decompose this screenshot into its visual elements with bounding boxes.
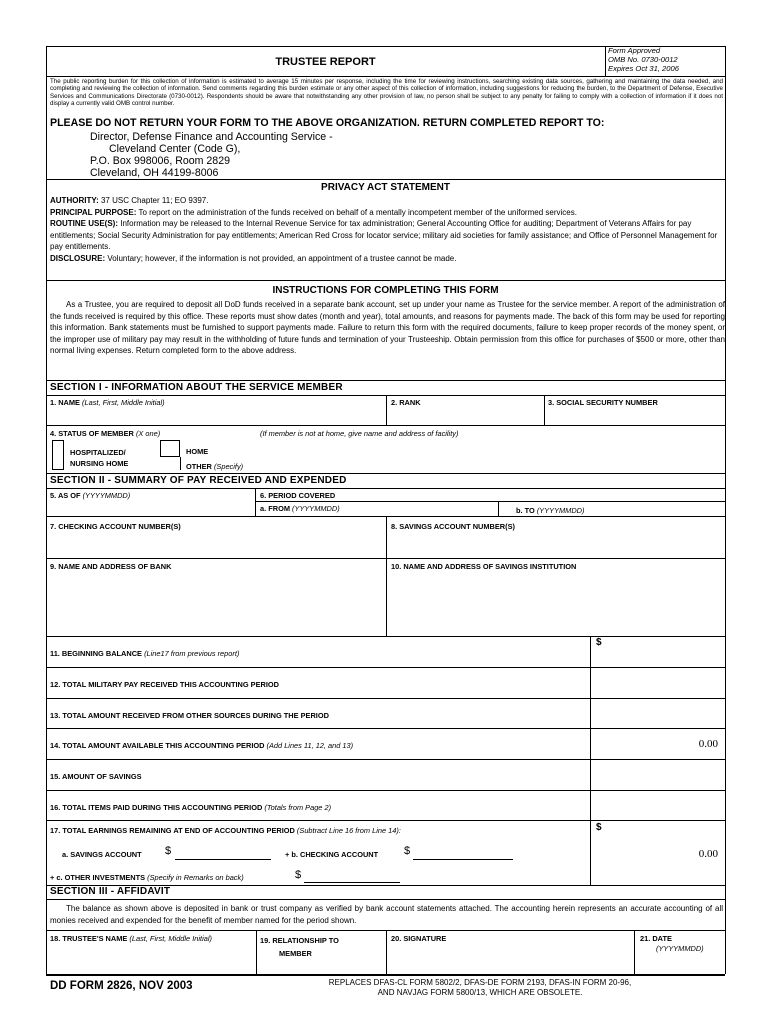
header-divider [605, 46, 606, 76]
trustee-name-label: 18. TRUSTEE'S NAME (Last, First, Middle Initial) [50, 934, 212, 943]
other-label: OTHER (Specify) [186, 462, 244, 471]
privacy-heading: PRIVACY ACT STATEMENT [321, 182, 450, 193]
omb-line-2: OMB No. 0730-0012 [608, 55, 678, 65]
omb-line-1: Form Approved [608, 46, 661, 55]
s1-row2-rule [46, 425, 725, 426]
sig-divider-b [386, 930, 387, 974]
header-bottom-rule [46, 76, 725, 77]
replaces-line-2: AND NAVJAG FORM 5800/13, WHICH ARE OBSOLETE. [377, 988, 583, 997]
from-date-field[interactable] [380, 503, 495, 515]
asof-label: 5. AS OF (YYYYMMDD) [50, 491, 131, 500]
omb-line-3: Expires Oct 31, 2006 [608, 64, 679, 74]
relationship-label: 19. RELATIONSHIP TO MEMBER [260, 936, 339, 958]
to-date-field[interactable] [600, 503, 722, 515]
line17a-label: a. SAVINGS ACCOUNT [62, 850, 142, 859]
line11-label: 11. BEGINNING BALANCE (Line17 from previous report) [50, 649, 240, 658]
line17b-field[interactable] [413, 859, 513, 860]
savings-acct-field[interactable] [391, 534, 722, 556]
line15-top-rule [46, 759, 725, 760]
line16-top-rule [46, 790, 725, 791]
purpose-label: PRINCIPAL PURPOSE: [50, 207, 137, 217]
date-field[interactable] [638, 956, 723, 972]
privacy-top-rule [46, 179, 725, 180]
line14-amount: 0.00 [698, 738, 718, 750]
period-rule [255, 501, 725, 502]
address-line-2: Cleveland Center (Code G), [109, 143, 241, 155]
address-line-3: P.O. Box 998006, Room 2829 [90, 155, 230, 167]
rank-label: 2. RANK [391, 398, 421, 407]
s1-divider-b [544, 395, 545, 425]
instructions-top-rule [46, 280, 725, 281]
status-label: 4. STATUS OF MEMBER (X one) [50, 429, 161, 438]
line17a-field[interactable] [175, 859, 271, 860]
ssn-label: 3. SOCIAL SECURITY NUMBER [548, 398, 658, 407]
sig-divider-a [256, 930, 257, 974]
section2-top-rule [46, 473, 725, 474]
footer-rule [46, 974, 725, 976]
replaces-note [270, 978, 690, 998]
amount-column-divider [590, 636, 591, 885]
return-heading: PLEASE DO NOT RETURN YOUR FORM TO THE ABOVE ORGANIZATION. RETURN COMPLETED REPORT TO: [50, 117, 605, 129]
line14-top-rule [46, 728, 725, 729]
signature-field[interactable] [390, 945, 631, 971]
purpose-text: To report on the administration of the funds received on behalf of a mentally incompetent member of the uniformed services. [138, 207, 577, 217]
from-to-divider [498, 501, 499, 516]
savings-inst-field[interactable] [391, 574, 722, 634]
sig-divider-c [634, 930, 635, 974]
from-label: a. FROM (YYYYMMDD) [260, 504, 340, 513]
s1-divider-a [386, 395, 387, 425]
frame-right [725, 46, 726, 974]
savings-acct-label: 8. SAVINGS ACCOUNT NUMBER(S) [391, 522, 516, 531]
privacy-body [50, 195, 725, 264]
line17-amount: 0.00 [698, 848, 718, 860]
line15-label: 15. AMOUNT OF SAVINGS [50, 772, 142, 781]
line13-label: 13. TOTAL AMOUNT RECEIVED FROM OTHER SOURCES DURING THE PERIOD [50, 711, 329, 720]
section2-heading: SECTION II - SUMMARY OF PAY RECEIVED AND EXPENDED [50, 475, 347, 486]
member-name-label: 1. NAME (Last, First, Middle Initial) [50, 398, 165, 407]
form-title: TRUSTEE REPORT [275, 56, 376, 68]
section1-top-rule [46, 380, 725, 381]
form-number: DD FORM 2826, NOV 2003 [50, 980, 193, 992]
line17a-dollar: $ [165, 845, 172, 857]
s2-divider-9-10 [386, 558, 387, 636]
affidavit-text: The balance as shown above is deposited in bank or trust company as verified by bank account statements attached. The accounting herein represents an accurate accounting of all monies received and expended for the benefit of member named for the period shown. [50, 904, 723, 925]
routine-label: ROUTINE USE(S): [50, 219, 118, 228]
instructions-text: As a Trustee, you are required to deposit all DoD funds received in a separate bank account, set up under your name as Trustee for the service member. A report of the administration of the funds received is required by this office. These reports must show dates (month and year), total amounts, and reasons for payments made. The back of this form may be used for reporting this information. Bank statements must be furnished to support payments made. Failure to return this form with the required documents, failure to keep proper records of the money spent, or the improper use of military pay may result in the withholding of future funds and termination of your Trusteeship. Obtain permission from this office for purchases of $500 or more, other than normal living expenses. Return completed form to the above address. [50, 300, 725, 355]
checking-acct-field[interactable] [50, 534, 383, 556]
other-checkbox-edge[interactable] [180, 457, 181, 470]
line17b-label: + b. CHECKING ACCOUNT [285, 850, 379, 859]
address-line-4: Cleveland, OH 44199-8006 [90, 167, 219, 179]
section2-heading-rule [46, 488, 725, 489]
replaces-line-1: REPLACES DFAS-CL FORM 5802/2, DFAS-DE FORM 2193, DFAS-IN FORM 20-96, [328, 978, 632, 987]
line11-dollar: $ [596, 637, 602, 648]
hospitalized-label: HOSPITALIZED/ NURSING HOME [70, 448, 129, 468]
line12-top-rule [46, 667, 725, 668]
bank-field[interactable] [50, 574, 383, 634]
bank-label: 9. NAME AND ADDRESS OF BANK [50, 562, 172, 571]
ssn-field[interactable] [548, 408, 723, 424]
period-label: 6. PERIOD COVERED [260, 491, 336, 500]
routine-text: Information may be released to the Internal Revenue Service for tax administration; General Accounting Office for auditing; Department of Veterans Affairs for pay entitlements; Social Security Administration for pay entitlements; American Red Cross for locator service; military aid societies for family assistance; and Office of Personnel Management for pay entitlements. [50, 219, 718, 251]
line13-top-rule [46, 698, 725, 699]
s2-divider-5-6 [255, 488, 256, 516]
member-name-field[interactable] [50, 408, 384, 424]
address-line-1: Director, Defense Finance and Accounting Service - [90, 131, 333, 143]
s2-divider-7-8 [386, 516, 387, 558]
frame-left [46, 46, 47, 974]
line17b-dollar: $ [404, 845, 411, 857]
home-checkbox[interactable] [160, 440, 180, 457]
asof-field[interactable] [50, 501, 250, 515]
line11-top-rule [46, 636, 725, 637]
line16-label: 16. TOTAL ITEMS PAID DURING THIS ACCOUNTING PERIOD (Totals from Page 2) [50, 803, 332, 812]
signature-label: 20. SIGNATURE [391, 934, 447, 943]
line11-amount[interactable] [594, 646, 722, 664]
line14-label: 14. TOTAL AMOUNT AVAILABLE THIS ACCOUNTING PERIOD (Add Lines 11, 12, and 13) [50, 741, 354, 750]
instructions-heading: INSTRUCTIONS FOR COMPLETING THIS FORM [272, 285, 499, 296]
rank-field[interactable] [390, 408, 542, 424]
section1-heading: SECTION I - INFORMATION ABOUT THE SERVICE MEMBER [50, 382, 343, 393]
hospitalized-checkbox[interactable] [52, 440, 64, 470]
home-label: HOME [186, 447, 209, 456]
line17-label: 17. TOTAL EARNINGS REMAINING AT END OF ACCOUNTING PERIOD (Subtract Line 16 from Line 14): [50, 826, 401, 835]
return-address [90, 131, 333, 179]
line17c-label: + c. OTHER INVESTMENTS (Specify in Remarks on back) [50, 873, 244, 882]
date-label: 21. DATE (YYYYMMDD) [640, 934, 704, 953]
relationship-field[interactable] [260, 958, 383, 972]
authority-text: 37 USC Chapter 11; EO 9397. [100, 196, 209, 205]
section3-heading-rule [46, 899, 725, 900]
facility-field[interactable] [260, 440, 722, 470]
line17-top-rule [46, 820, 725, 821]
omb-block [608, 46, 679, 74]
to-label: b. TO (YYYYMMDD) [516, 506, 585, 515]
line15-amount[interactable] [594, 762, 722, 786]
disclosure-label: DISCLOSURE: [50, 253, 106, 263]
line17c-dollar: $ [295, 869, 302, 881]
line16-amount[interactable] [594, 793, 722, 817]
facility-hint: (If member is not at home, give name and address of facility) [260, 429, 459, 438]
checking-acct-label: 7. CHECKING ACCOUNT NUMBER(S) [50, 522, 181, 531]
line12-label: 12. TOTAL MILITARY PAY RECEIVED THIS ACCOUNTING PERIOD [50, 680, 280, 689]
section3-heading: SECTION III - AFFIDAVIT [50, 886, 171, 897]
line17c-field[interactable] [304, 882, 400, 883]
line12-amount[interactable] [594, 670, 722, 694]
burden-statement: The public reporting burden for this collection of information is estimated to average 15 minutes per response, including the time for reviewing instructions, searching existing data sources, gathering and maintaining the data needed, and completing and reviewing the collection of information. Send comments regarding this burden estimate or any other aspect of this collection of information, including suggestions for reducing the burden, to the Department of Defense, Executive Services and Communications Directorate (0730-0012). Respondents should be aware that notwithstanding any other provision of law, no person shall be subject to any penalty for failing to comply with a collection of information if it does not display a currently valid OMB control number. [50, 78, 723, 108]
savings-inst-label: 10. NAME AND ADDRESS OF SAVINGS INSTITUTION [391, 562, 577, 571]
trustee-name-field[interactable] [50, 945, 253, 971]
line17-dollar: $ [596, 822, 602, 833]
disclosure-text: Voluntary; however, if the information is not provided, an appointment of a trustee cannot be made. [107, 253, 457, 263]
line13-amount[interactable] [594, 701, 722, 725]
authority-label: AUTHORITY: [50, 196, 99, 205]
